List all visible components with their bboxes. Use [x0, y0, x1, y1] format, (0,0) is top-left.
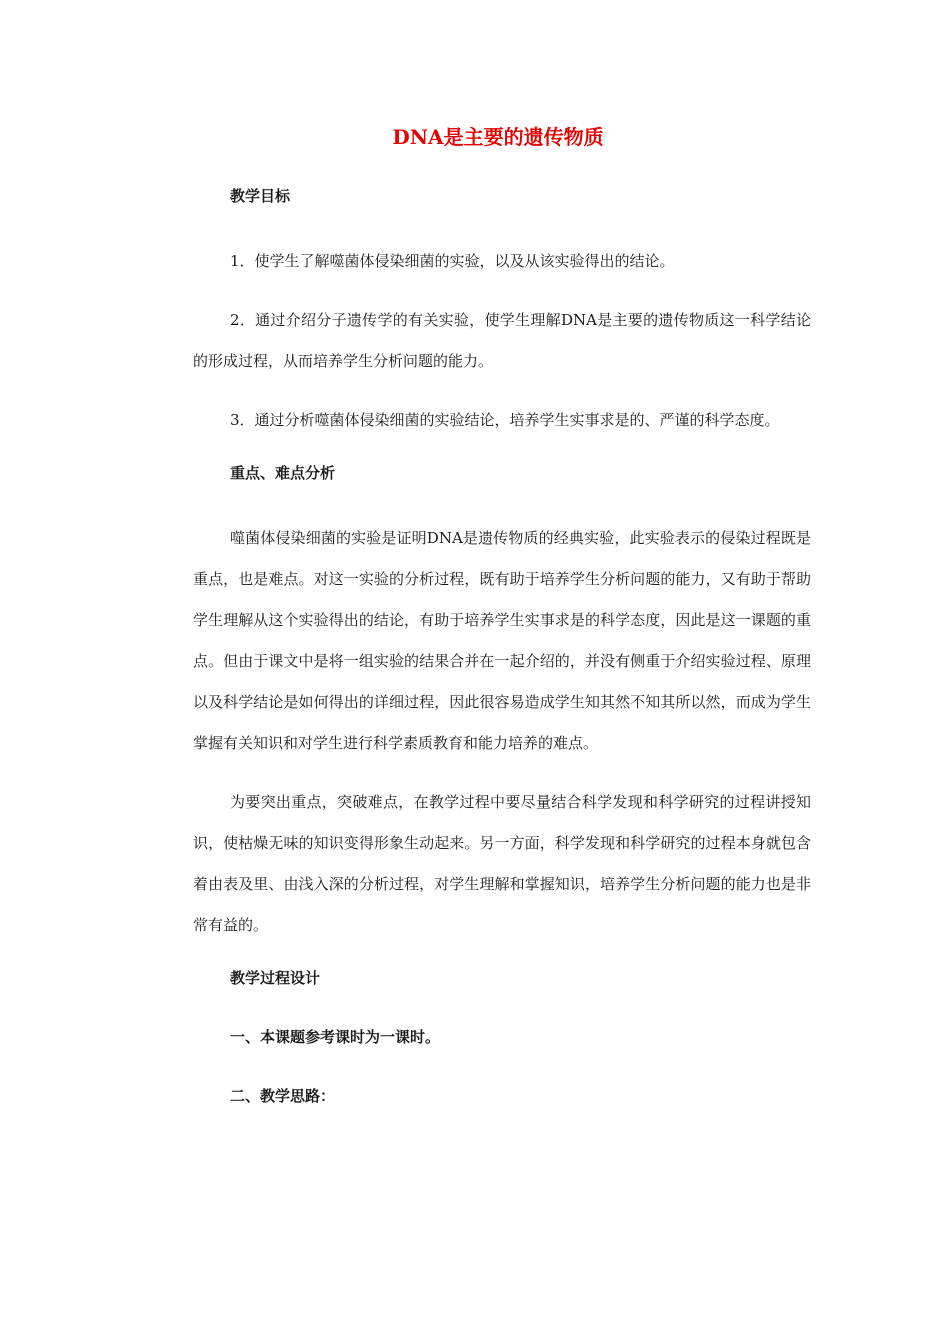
document-title: DNA是主要的遗传物质 — [392, 125, 604, 149]
objective-item-3: 3．通过分析噬菌体侵染细菌的实验结论，培养学生实事求是的、严谨的科学态度。 — [230, 411, 780, 429]
design-subheading-2: 二、教学思路： — [230, 1087, 336, 1105]
design-heading: 教学过程设计 — [230, 969, 321, 987]
objective-item-2: 2．通过介绍分子遗传学的有关实验，使学生理解DNA是主要的遗传物质这一科学结论的形成过程，从而培养学生分析问题的能力。 — [193, 311, 811, 370]
analysis-paragraph-2: 为要突出重点，突破难点，在教学过程中要尽量结合科学发现和科学研究的过程讲授知识，使枯燥无味的知识变得形象生动起来。另一方面，科学发现和科学研究的过程本身就包含着由表及里、由浅入深的分析过程，对学生理解和掌握知识，培养学生分析问题的能力也是非常有益的。 — [193, 793, 811, 934]
analysis-paragraph-1: 噬菌体侵染细菌的实验是证明DNA是遗传物质的经典实验，此实验表示的侵染过程既是重点，也是难点。对这一实验的分析过程，既有助于培养学生分析问题的能力，又有助于帮助学生理解从这个实验得出的结论，有助于培养学生实事求是的科学态度，因此是这一课题的重点。但由于课文中是将一组实验的结果合并在一起介绍的，并没有侧重于介绍实验过程、原理以及科学结论是如何得出的详细过程，因此很容易造成学生知其然不知其所以然，而成为学生掌握有关知识和对学生进行科学素质教育和能力培养的难点。 — [193, 529, 811, 752]
document-body — [193, 182, 811, 1141]
design-subheading-1: 一、本课题参考课时为一课时。 — [230, 1028, 441, 1046]
objectives-heading: 教学目标 — [230, 187, 291, 205]
analysis-heading: 重点、难点分析 — [230, 464, 336, 482]
objective-item-1: 1．使学生了解噬菌体侵染细菌的实验，以及从该实验得出的结论。 — [230, 252, 675, 270]
